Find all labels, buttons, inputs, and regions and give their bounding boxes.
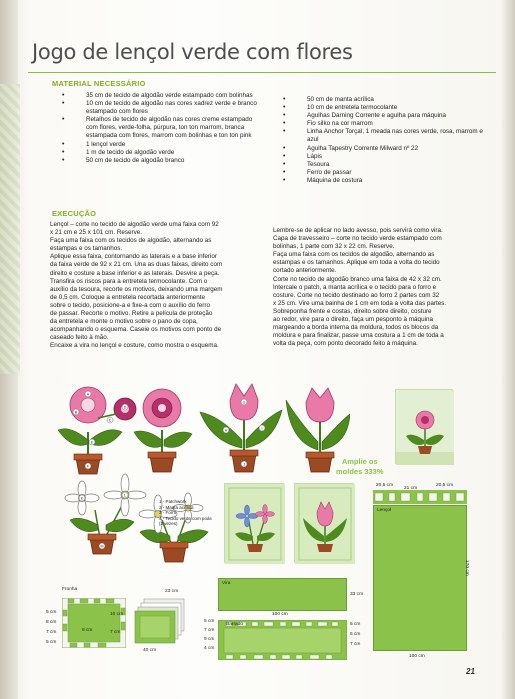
pattern-marker: H [224,428,228,433]
dimension-label: 6 cm [350,632,361,637]
pillowcase-diagram [62,598,126,648]
text-line: estampas e os tamanhos. Aplique em toda a volta do tecido [273,259,440,267]
pattern-marker: M [100,544,104,549]
photo-blue-flower-block [224,483,284,563]
dimension-label: 8 cm [46,620,57,625]
title-rule [28,72,496,73]
material-item: • 50 cm de manta acrílica [283,96,488,104]
text-line: bolinhas, 1 parte com 32 x 22 cm. Reserve. [273,243,395,251]
text-line: Aplique essa faixa, contornando as laterais e a base inferior [50,253,217,261]
materials-list-left [62,92,262,165]
material-item: • Agulha Tapestry Corrente Milward nº 22 [283,145,488,153]
text-line: x 21 cm e 25 x 101 cm. Reserve. [50,229,143,237]
text-line: Faça uma faixa com os tecidos de algodão, alternando as [50,237,212,245]
text-line: ao redor, vire para o direito, faça um pesponto à máquina [273,316,433,324]
execution-left-column [50,221,272,351]
dimension-label: 21 cm [404,486,418,491]
execution-heading: EXECUÇÃO [52,209,97,218]
quilt-layers-diagram [134,597,186,645]
tulip-pattern-outlined [200,384,282,472]
material-item: • Máquina de costura [283,177,488,185]
turnover-label: Vira [222,581,231,586]
text-line: Transfira os riscos para a entretela termocolante. Com o [50,277,208,285]
enlarge-caption-line: moldes 333% [336,467,384,476]
dimension-label: 5 cm [46,610,57,615]
text-line: moldura e para finalizar, passe uma costura a 1 cm de toda a [273,332,444,340]
legend-item: (2 vezes) [159,521,178,527]
text-line: Encaixe a vira no lençol e costure, como mostra o esquema. [50,342,219,350]
pattern-marker: C [108,418,112,423]
enlarge-caption-line: Amplie os [341,457,378,466]
dimension-label: 4 cm [204,646,215,651]
material-item: • Fio silko na cor marrom [283,120,488,128]
dimension-label: 7 cm [204,628,215,633]
sheet-patch-border [373,490,467,504]
text-line: Lençol – corte no tecido de algodão verde uma faixa com 92 [50,221,219,228]
text-line: costure. Corte no tecido destinado ao forro 2 partes com 32 [273,291,440,299]
material-item: • 1 m de tecido de algodão verde [62,149,262,157]
material-item: • Linha Anchor Torçal, 1 meada nas cores verde, rosa, marrom e azul [283,128,488,144]
materials-list-right [283,96,488,185]
dimension-label: 23 cm [165,589,179,594]
dimension-label: 7 cm [110,630,121,635]
dimension-label: 33 cm [350,592,364,597]
material-item: • 10 cm de tecido de algodão nas cores xadrez verde e branco estampado com flores [62,100,262,116]
text-line: auxílio da tesoura, recorte os motivos, deixando uma margem [50,285,223,293]
layer-legend [159,499,212,527]
page-title: Jogo de lençol verde com flores [32,40,353,64]
material-item: • Tesoura [283,161,488,169]
pink-rosette-pattern [134,389,192,472]
border-label: Barrado [226,622,244,627]
material-item: • 50 cm de tecido de algodão branco [62,157,262,165]
text-line: x 25 cm. Vire uma bainha de 1 cm em toda a volta das partes. [273,299,447,307]
dimension-label: 40 cm [143,648,157,653]
material-item: • Lápis [283,153,488,161]
text-line: Corte no tecido de algodão branco uma faixa de 42 x 32 cm. [273,275,442,283]
pattern-marker: B [74,410,78,415]
text-line: da faixa verde de 92 x 21 cm. Una as duas faixas, direito com [50,261,223,269]
legend-item: 4 - Tecido verde com poás [159,515,212,521]
dimension-label: 9 cm [204,637,215,642]
text-line: direito e costure a base inferior e as laterais. Desvire a peça. [50,269,220,277]
legend-item: 3 - Forro [159,510,177,516]
dimension-label: 7 cm [46,630,57,635]
dimension-label: 5 cm [350,622,361,627]
legend-item: 2 - Manta acrílica [159,504,194,510]
white-flower-pattern-outlined [65,474,146,554]
text-line: Intercale o patch, a manta acrílica e o tecido para o forro e [273,283,437,291]
sheet-label: Lençol [377,508,392,513]
pattern-marker: J [243,462,245,467]
legend-item: 1 - Patchwork [159,499,187,504]
text-line: Faça uma faixa com os tecidos de algodão, alternando as [273,251,435,259]
dimension-label: 20,5 cm [376,483,394,488]
page-number: 21 [466,667,475,676]
enlarge-caption [336,457,384,477]
material-item: • 10 cm de entretela termocolante [283,104,488,112]
dimension-label: 170 cm [464,560,469,576]
text-line: acompanhando o esquema. Caseie os motivos com ponto de [50,326,222,334]
pattern-marker: A [86,392,90,397]
text-line: da entretela e monte o motivo sobre o pano de copa, [50,318,198,326]
dimension-label: 8 cm [82,628,93,633]
pattern-marker: F [86,464,90,469]
dimension-label: 10 cm [110,612,124,617]
dimension-label: 5 cm [46,640,57,645]
dimension-label: 5 cm [204,619,215,624]
dimension-label: 100 cm [409,654,425,659]
pattern-marker: G [242,400,246,405]
pattern-marker: E [90,440,94,445]
pattern-marker: K [80,496,84,501]
text-line: Sobreponha frente e costas, direito sobre direito, costure [273,307,432,315]
pattern-marker: I [261,426,263,431]
dimension-label: 20,5 cm [436,483,454,488]
execution-right-column [273,227,495,348]
pattern-marker: L [124,493,126,498]
text-line: cortado anteriormente. [273,267,337,275]
material-item: • Agulhas Darning Corrente e agulha para máquina [283,112,488,120]
text-line: de 0,5 cm. Coloque a entretela recortada anteriormente [50,293,206,301]
dimension-label: 7 cm [350,642,361,647]
text-line: margeando a borda interna da moldura, todos os blocos da [273,324,439,332]
text-line: Capa de travesseiro – corte no tecido verde estampado com [273,235,442,243]
material-item: • 35 cm de tecido de algodão verde estampado com bolinhas [62,92,262,100]
text-line: sobre o tecido, posicione-a e fixe-a com o auxílio do ferro [50,301,210,309]
text-line: caseado feito à mão. [50,334,109,342]
text-line: de passar. Recorte o motivo. Retire a película de proteção [50,310,213,318]
photo-tulip-block [294,483,354,563]
background-fabric-strip [0,84,20,374]
pillowcase-label: Fronha [62,587,78,592]
materials-heading: MATERIAL NECESSÁRIO [52,79,146,88]
dimension-label: 100 cm [272,612,288,617]
material-item: • 1 lençol verde [62,141,262,149]
pink-flower-pattern [58,387,136,474]
text-line: estampas e os tamanhos. [50,245,123,253]
pattern-marker: D [123,405,127,410]
text-line: Lembre-se de aplicar no lado avesso, pois servirá como vira. [273,227,443,234]
sheet-diagram [373,505,467,651]
turnover-band-diagram [218,578,347,611]
text-line: volta da peça, com ponto decorado feito à máquina. [273,340,418,348]
photo-pillow-detail [395,389,453,464]
material-item: • Retalhos de tecido de algodão nas cores creme estampado com flores, verde-folha, púrpura, ton ton marrom, branca estampada com flores, marrom com bolinhas e ton ton pink [62,116,262,140]
material-item: • Ferro de passar [283,169,488,177]
